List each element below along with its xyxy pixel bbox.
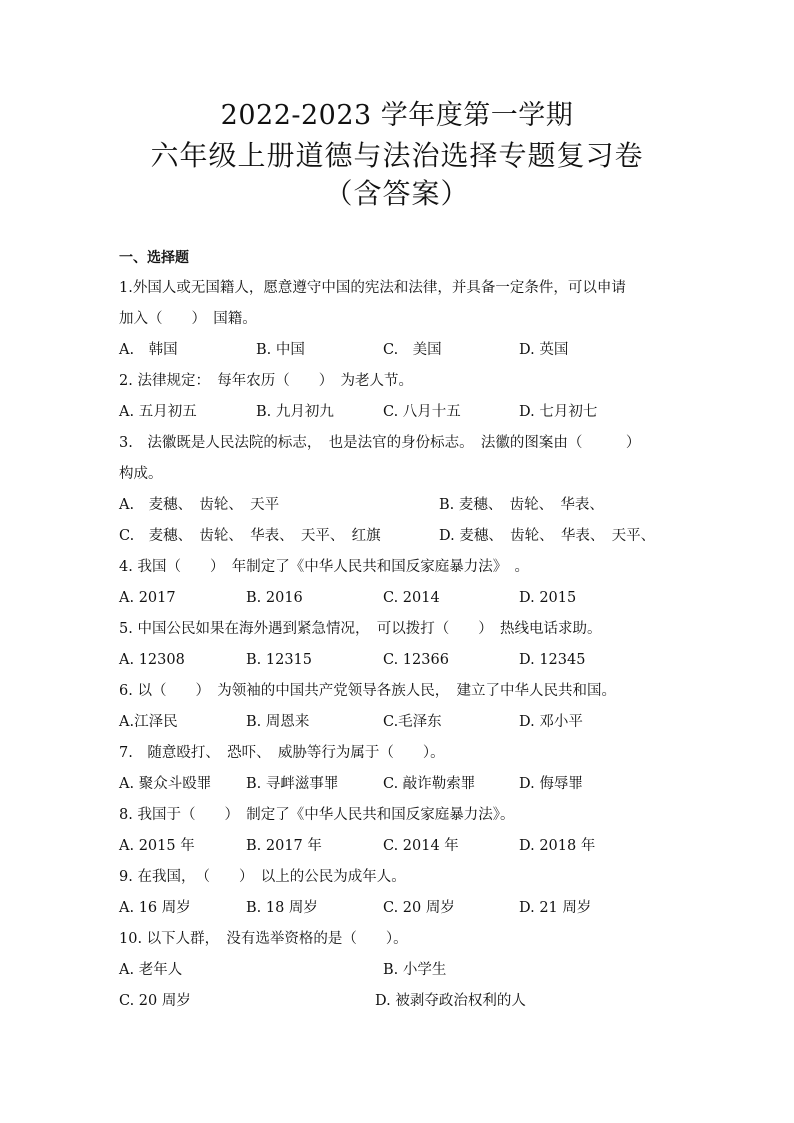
option-d: D. 七月初七 <box>519 404 598 420</box>
option-b: B. 12315 <box>246 652 313 668</box>
option-c: C.毛泽东 <box>383 714 442 730</box>
question-stem: 6. 以（ ） 为领袖的中国共产党领导各族人民， 建立了中华人民共和国。 <box>119 683 616 699</box>
question-stem: 7. 随意殴打、 恐吓、 威胁等行为属于（ ）。 <box>119 745 445 761</box>
option-row <box>119 834 689 865</box>
option-row <box>119 648 689 679</box>
option-d: D. 邓小平 <box>519 714 583 730</box>
option-c: C. 2014 年 <box>383 838 459 854</box>
option-row <box>119 586 689 617</box>
option-a: A. 2017 <box>119 590 176 606</box>
option-d: D. 麦穗、 齿轮、 华表、 天平、 <box>439 528 656 544</box>
option-row <box>119 710 689 741</box>
option-b: B. 中国 <box>256 342 305 358</box>
option-b: B. 小学生 <box>383 962 447 978</box>
option-b: B. 18 周岁 <box>246 900 318 916</box>
option-row <box>119 493 689 524</box>
option-c: C. 20 周岁 <box>383 900 455 916</box>
title-line-2: 六年级上册道德与法治选择专题复习卷 <box>150 139 644 172</box>
title-line-1: 2022-2023 学年度第一学期 <box>220 100 574 131</box>
option-c: C. 美国 <box>383 342 442 358</box>
option-a: A. 16 周岁 <box>119 900 191 916</box>
option-d: D. 英国 <box>519 342 569 358</box>
option-c: C. 20 周岁 <box>119 993 191 1009</box>
option-a: A. 韩国 <box>119 342 178 358</box>
title-line-3: （含答案） <box>324 177 470 210</box>
option-d: D. 2015 <box>519 590 577 606</box>
option-a: A. 2015 年 <box>119 838 195 854</box>
question-stem: 构成。 <box>119 466 163 482</box>
option-row <box>119 400 689 431</box>
option-a: A. 12308 <box>119 652 185 668</box>
option-c: C. 麦穗、 齿轮、 华表、 天平、 红旗 <box>119 528 381 544</box>
option-a: A. 老年人 <box>119 962 183 978</box>
question-stem: 1.外国人或无国籍人，愿意遵守中国的宪法和法律，并具备一定条件，可以申请 <box>119 280 626 296</box>
option-d: D. 被剥夺政治权利的人 <box>375 993 526 1009</box>
question-list <box>119 246 689 1020</box>
option-c: C. 12366 <box>383 652 449 668</box>
option-c: C. 八月十五 <box>383 404 461 420</box>
option-d: D. 21 周岁 <box>519 900 592 916</box>
option-c: C. 2014 <box>383 590 440 606</box>
question-stem: 9. 在我国， （ ） 以上的公民为成年人。 <box>119 869 406 885</box>
question-stem: 2. 法律规定： 每年农历（ ） 为老人节。 <box>119 373 413 389</box>
option-row <box>119 772 689 803</box>
option-b: B. 周恩来 <box>246 714 310 730</box>
title-block <box>0 98 794 212</box>
option-b: B. 寻衅滋事罪 <box>246 776 339 792</box>
option-b: B. 麦穗、 齿轮、 华表、 <box>439 497 604 513</box>
option-row <box>119 958 689 989</box>
option-d: D. 12345 <box>519 652 586 668</box>
option-b: B. 2016 <box>246 590 303 606</box>
option-row <box>119 896 689 927</box>
question-stem: 加入（ ） 国籍。 <box>119 311 257 327</box>
option-d: D. 2018 年 <box>519 838 596 854</box>
option-row <box>119 338 689 369</box>
option-c: C. 敲诈勒索罪 <box>383 776 476 792</box>
option-row <box>119 989 689 1020</box>
option-d: D. 侮辱罪 <box>519 776 583 792</box>
question-stem: 10. 以下人群， 没有选举资格的是（ ）。 <box>119 931 408 947</box>
option-a: A. 聚众斗殴罪 <box>119 776 212 792</box>
question-stem: 5. 中国公民如果在海外遇到紧急情况， 可以拨打（ ） 热线电话求助。 <box>119 621 602 637</box>
option-b: B. 九月初九 <box>256 404 334 420</box>
option-a: A. 麦穗、 齿轮、 天平 <box>119 497 280 513</box>
question-stem: 4. 我国（ ） 年制定了《中华人民共和国反家庭暴力法》 。 <box>119 559 529 575</box>
option-a: A.江泽民 <box>119 714 178 730</box>
option-a: A. 五月初五 <box>119 404 197 420</box>
question-stem: 8. 我国于（ ） 制定了《中华人民共和国反家庭暴力法》。 <box>119 807 515 823</box>
option-row <box>119 524 689 555</box>
question-stem: 3. 法徽既是人民法院的标志， 也是法官的身份标志。 法徽的图案由（ ） <box>119 435 641 451</box>
section-heading: 一、选择题 <box>119 250 189 266</box>
option-b: B. 2017 年 <box>246 838 322 854</box>
